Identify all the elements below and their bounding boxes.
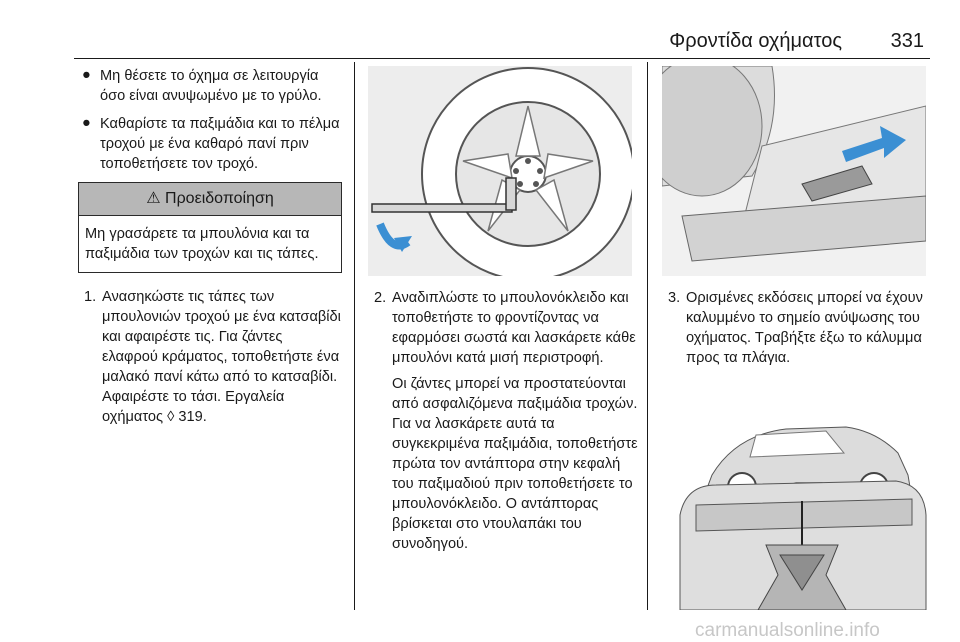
step-number: 2. [374,290,387,306]
step-2 [368,288,642,368]
step-text: Ορισμένες εκδόσεις μπορεί να έχουν καλυμμένο το σημείο ανύψωσης του οχήματος. Τραβήξτε έξω το κάλυμμα προς τα πλάγια. [686,290,923,366]
column-1 [78,66,342,427]
step-number: 1. [84,289,97,305]
wheel-wrench-figure [368,66,632,276]
column-3 [662,288,932,368]
bullet-dot-icon: ● [82,115,91,131]
column-2 [368,288,642,554]
reference-page: 319. [178,409,207,425]
header-rule [74,58,930,59]
bullet-item: ● Καθαρίστε τα παξιμάδια και το πέλμα τροχού με ένα καθαρό πανί πριν τοποθετήσετε τον τροχό. [82,115,340,172]
warning-triangle-icon: ⚠ [146,190,161,207]
warning-header [79,183,341,216]
bullet-dot-icon: ● [82,67,91,83]
step-1 [78,287,342,427]
watermark: carmanualsonline.info [695,620,880,641]
wheel-wrench-illustration [368,66,632,276]
warning-box [78,182,342,273]
step-3 [662,288,932,368]
car-jack-figure [676,405,928,610]
page-header [0,30,960,60]
bullet-item: ● Μη θέσετε το όχημα σε λειτουργία όσο είναι ανυψωμένο με το γρύλο. [82,67,322,104]
sill-cover-figure [662,66,926,276]
page-title: Φροντίδα οχήματος [669,30,842,52]
car-jack-illustration [676,405,928,610]
page-number: 331 [890,30,924,52]
step-number: 3. [668,290,681,306]
step-text: Αναδιπλώστε το μπουλονόκλειδο και τοποθετήστε το φροντίζοντας να εφαρμόσει σωστά και λασκάρετε κάθε μπουλόνι κατά μισή περιστροφή. [392,290,636,366]
column-divider-1 [354,62,355,610]
step-text: Ανασηκώστε τις τάπες των μπουλονιών τροχού με ένα κατσαβίδι και αφαιρέστε τις. Για ζάντες ελαφρού κράματος, τοποθετήστε ένα μαλακό πανί κάτω από το κατσαβίδι. Αφαιρέστε το τάσι. Εργαλεία οχήματος [102,289,341,425]
warning-text: Μη γρασάρετε τα μπουλόνια και τα παξιμάδια των τροχών και τις τάπες. [85,226,319,262]
column-divider-2 [647,62,648,610]
warning-title: Προειδοποίηση [165,190,274,207]
sill-cover-illustration [662,66,926,276]
step-2-note: Οι ζάντες μπορεί να προστατεύονται από ασφαλιζόμενα παξιμάδια τροχών. Για να λασκάρετε αυτά τα συγκεκριμένα παξιμάδια, τοποθετήστε πρώτα τον αντάπτορα στην κεφαλή του παξιμαδιού πριν τοποθετήσετε το μπουλονόκλειδο. Ο αντάπτορας βρίσκεται στο ντουλαπάκι του συνοδηγού. [392,376,638,552]
reference-arrow-icon: ◊ [167,409,175,425]
